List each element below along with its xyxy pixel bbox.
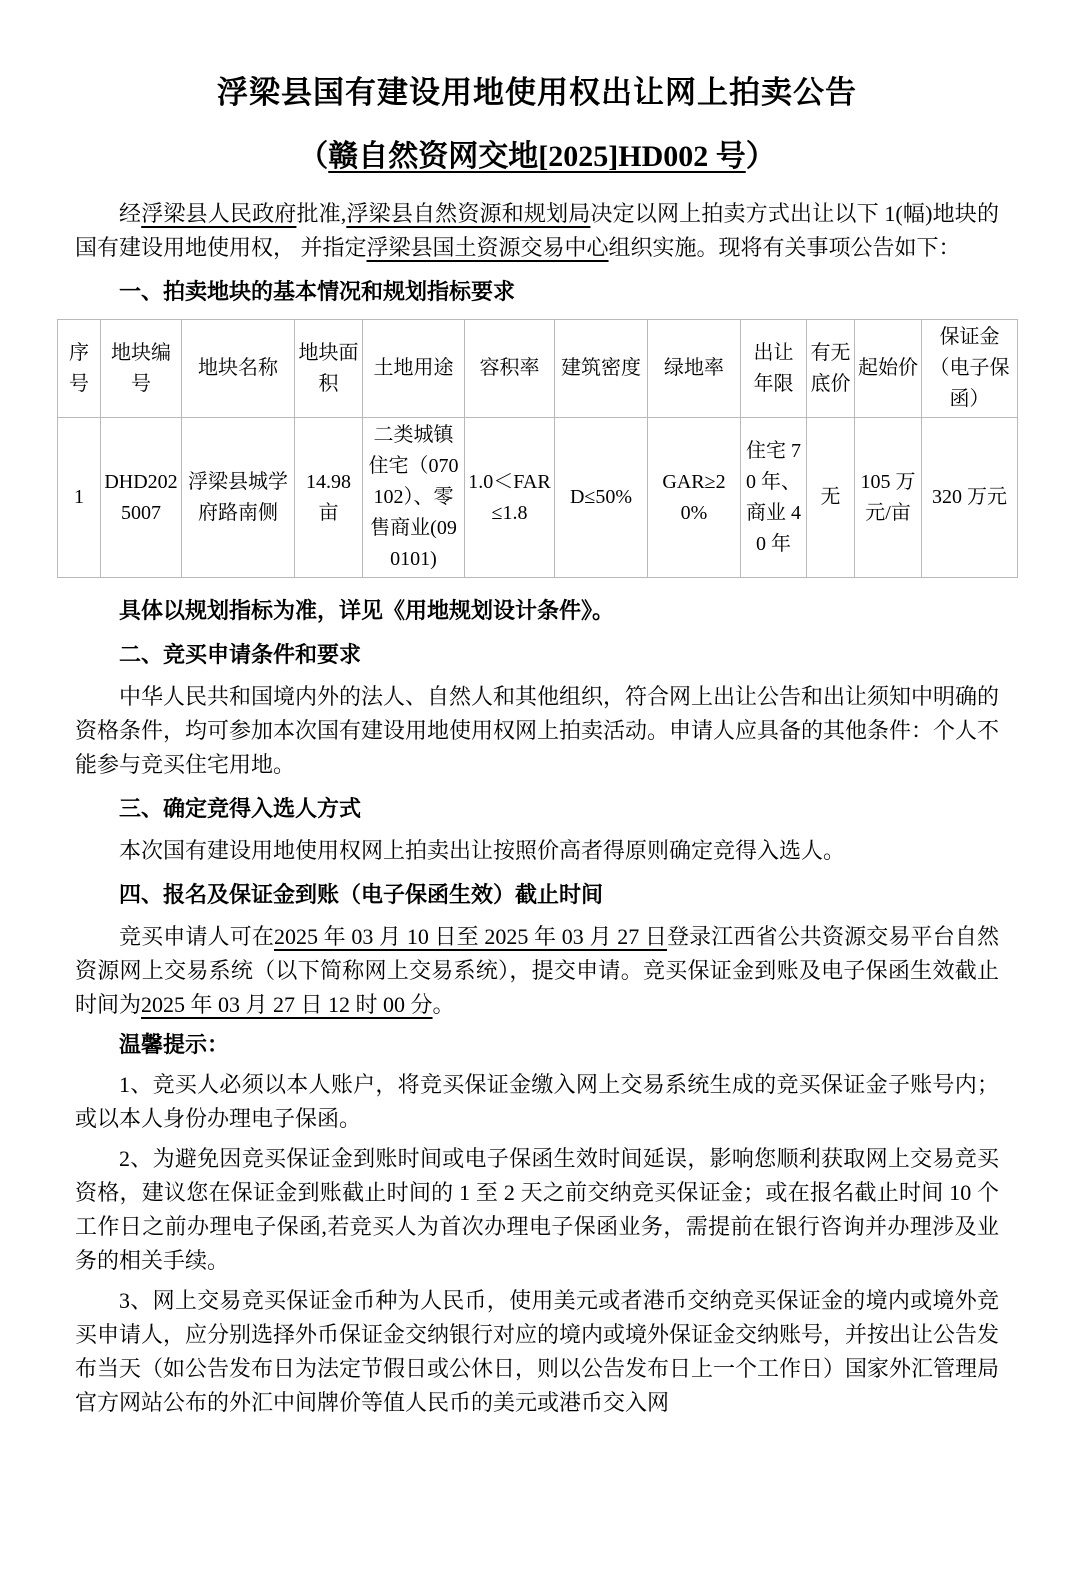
registration-date-range: 2025 年 03 月 10 日至 2025 年 03 月 27 日	[273, 924, 668, 950]
section4-text: 。	[432, 992, 455, 1018]
land-parcel-table	[57, 319, 1018, 578]
cell-parcel-area: 14.98 亩	[295, 418, 363, 578]
cell-reserve-price: 无	[807, 418, 855, 578]
table-header-cell: 序号	[58, 320, 101, 418]
cell-building-density: D≤50%	[555, 418, 648, 578]
section2-heading: 二、竞买申请条件和要求	[119, 642, 362, 668]
section4-text: 竞买申请人可在	[119, 924, 274, 950]
intro-trade-center-name: 浮梁县国土资源交易中心	[366, 235, 609, 261]
intro-government-name: 浮梁县人民政府	[141, 201, 297, 227]
intro-text: 经	[119, 201, 142, 227]
table-header-cell: 有无底价	[807, 320, 855, 418]
cell-green-ratio: GAR≥20%	[648, 418, 741, 578]
table-header-cell: 出让年限	[741, 320, 807, 418]
intro-text: 批准,	[296, 201, 347, 227]
cell-starting-price: 105 万元/亩	[855, 418, 922, 578]
section2-body: 中华人民共和国境内外的法人、自然人和其他组织，符合网上出让公告和出让须知中明确的资格条件，均可参加本次国有建设用地使用权网上拍卖活动。申请人应具备的其他条件：个人不能参与竞买住宅用地。	[75, 684, 1000, 778]
section4-heading: 四、报名及保证金到账（电子保函生效）截止时间	[119, 882, 604, 908]
table-header-row	[58, 320, 1018, 418]
table-header-cell: 土地用途	[363, 320, 465, 418]
table-header-cell: 建筑密度	[555, 320, 648, 418]
table-header-cell: 地块编号	[101, 320, 182, 418]
planning-note: 具体以规划指标为准，详见《用地规划设计条件》。	[119, 598, 615, 624]
cell-plot-ratio: 1.0＜FAR≤1.8	[465, 418, 555, 578]
table-header-cell: 绿地率	[648, 320, 741, 418]
intro-text: 决定以网上拍卖方式出让以下 1(幅)地块的国有建设用地使用权， 并指定	[75, 201, 999, 261]
table-header-cell: 容积率	[465, 320, 555, 418]
document-page	[0, 74, 1074, 1420]
subtitle-number-text: 赣自然资网交地[2025]HD002 号	[328, 139, 746, 173]
document-number	[57, 138, 1017, 176]
tips-heading: 温馨提示：	[119, 1032, 230, 1058]
section4-text: 登录江西省公共资源交易平台自然资源网上交易系统（以下简称网上交易系统），提交申请。竞买保证金到账及电子保函生效截止时间为	[75, 924, 999, 1018]
deposit-deadline: 2025 年 03 月 27 日 12 时 00 分	[141, 992, 433, 1018]
cell-tenure: 住宅 70 年、商业 40 年	[741, 418, 807, 578]
cell-land-use: 二类城镇住宅（070102）、零售商业(090101)	[363, 418, 465, 578]
intro-bureau-name: 浮梁县自然资源和规划局	[346, 201, 591, 227]
intro-text: 组织实施。现将有关事项公告如下：	[608, 235, 961, 261]
tip-item-1: 1、竞买人必须以本人账户，将竞买保证金缴入网上交易系统生成的竞买保证金子账号内；或以本人身份办理电子保函。	[75, 1072, 999, 1132]
table-header-cell: 保证金（电子保函）	[922, 320, 1018, 418]
cell-serial-number: 1	[58, 418, 101, 578]
table-header-cell: 起始价	[855, 320, 922, 418]
table-header-cell: 地块面积	[295, 320, 363, 418]
subtitle-close-paren: ）	[745, 139, 776, 173]
section3-heading: 三、确定竞得入选人方式	[119, 796, 362, 822]
subtitle-open-paren: （	[298, 139, 329, 173]
section3-body: 本次国有建设用地使用权网上拍卖出让按照价高者得原则确定竞得入选人。	[119, 838, 846, 864]
section4-body	[75, 920, 999, 1022]
cell-parcel-code: DHD2025007	[101, 418, 182, 578]
intro-paragraph	[75, 197, 999, 265]
document-title: 浮梁县国有建设用地使用权出让网上拍卖公告	[217, 75, 857, 110]
table-header-cell: 地块名称	[182, 320, 295, 418]
cell-parcel-name: 浮梁县城学府路南侧	[182, 418, 295, 578]
table-row	[58, 418, 1018, 578]
section1-heading: 一、拍卖地块的基本情况和规划指标要求	[119, 279, 516, 305]
cell-deposit: 320 万元	[922, 418, 1018, 578]
tip-item-2: 2、为避免因竞买保证金到账时间或电子保函生效时间延误，影响您顺利获取网上交易竞买资格，建议您在保证金到账截止时间的 1 至 2 天之前交纳竞买保证金；或在报名截止时间 10 个工作日之前办理电子保函,若竞买人为首次办理电子保函业务，需提前在银行咨询并办理涉及业务的相关手续。	[75, 1146, 999, 1274]
tip-item-3: 3、网上交易竞买保证金币种为人民币，使用美元或者港币交纳竞买保证金的境内或境外竞买申请人，应分别选择外币保证金交纳银行对应的境内或境外保证金交纳账号，并按出让公告发布当天（如公告发布日为法定节假日或公休日，则以公告发布日上一个工作日）国家外汇管理局官方网站公布的外汇中间牌价等值人民币的美元或港币交入网	[75, 1288, 1000, 1416]
